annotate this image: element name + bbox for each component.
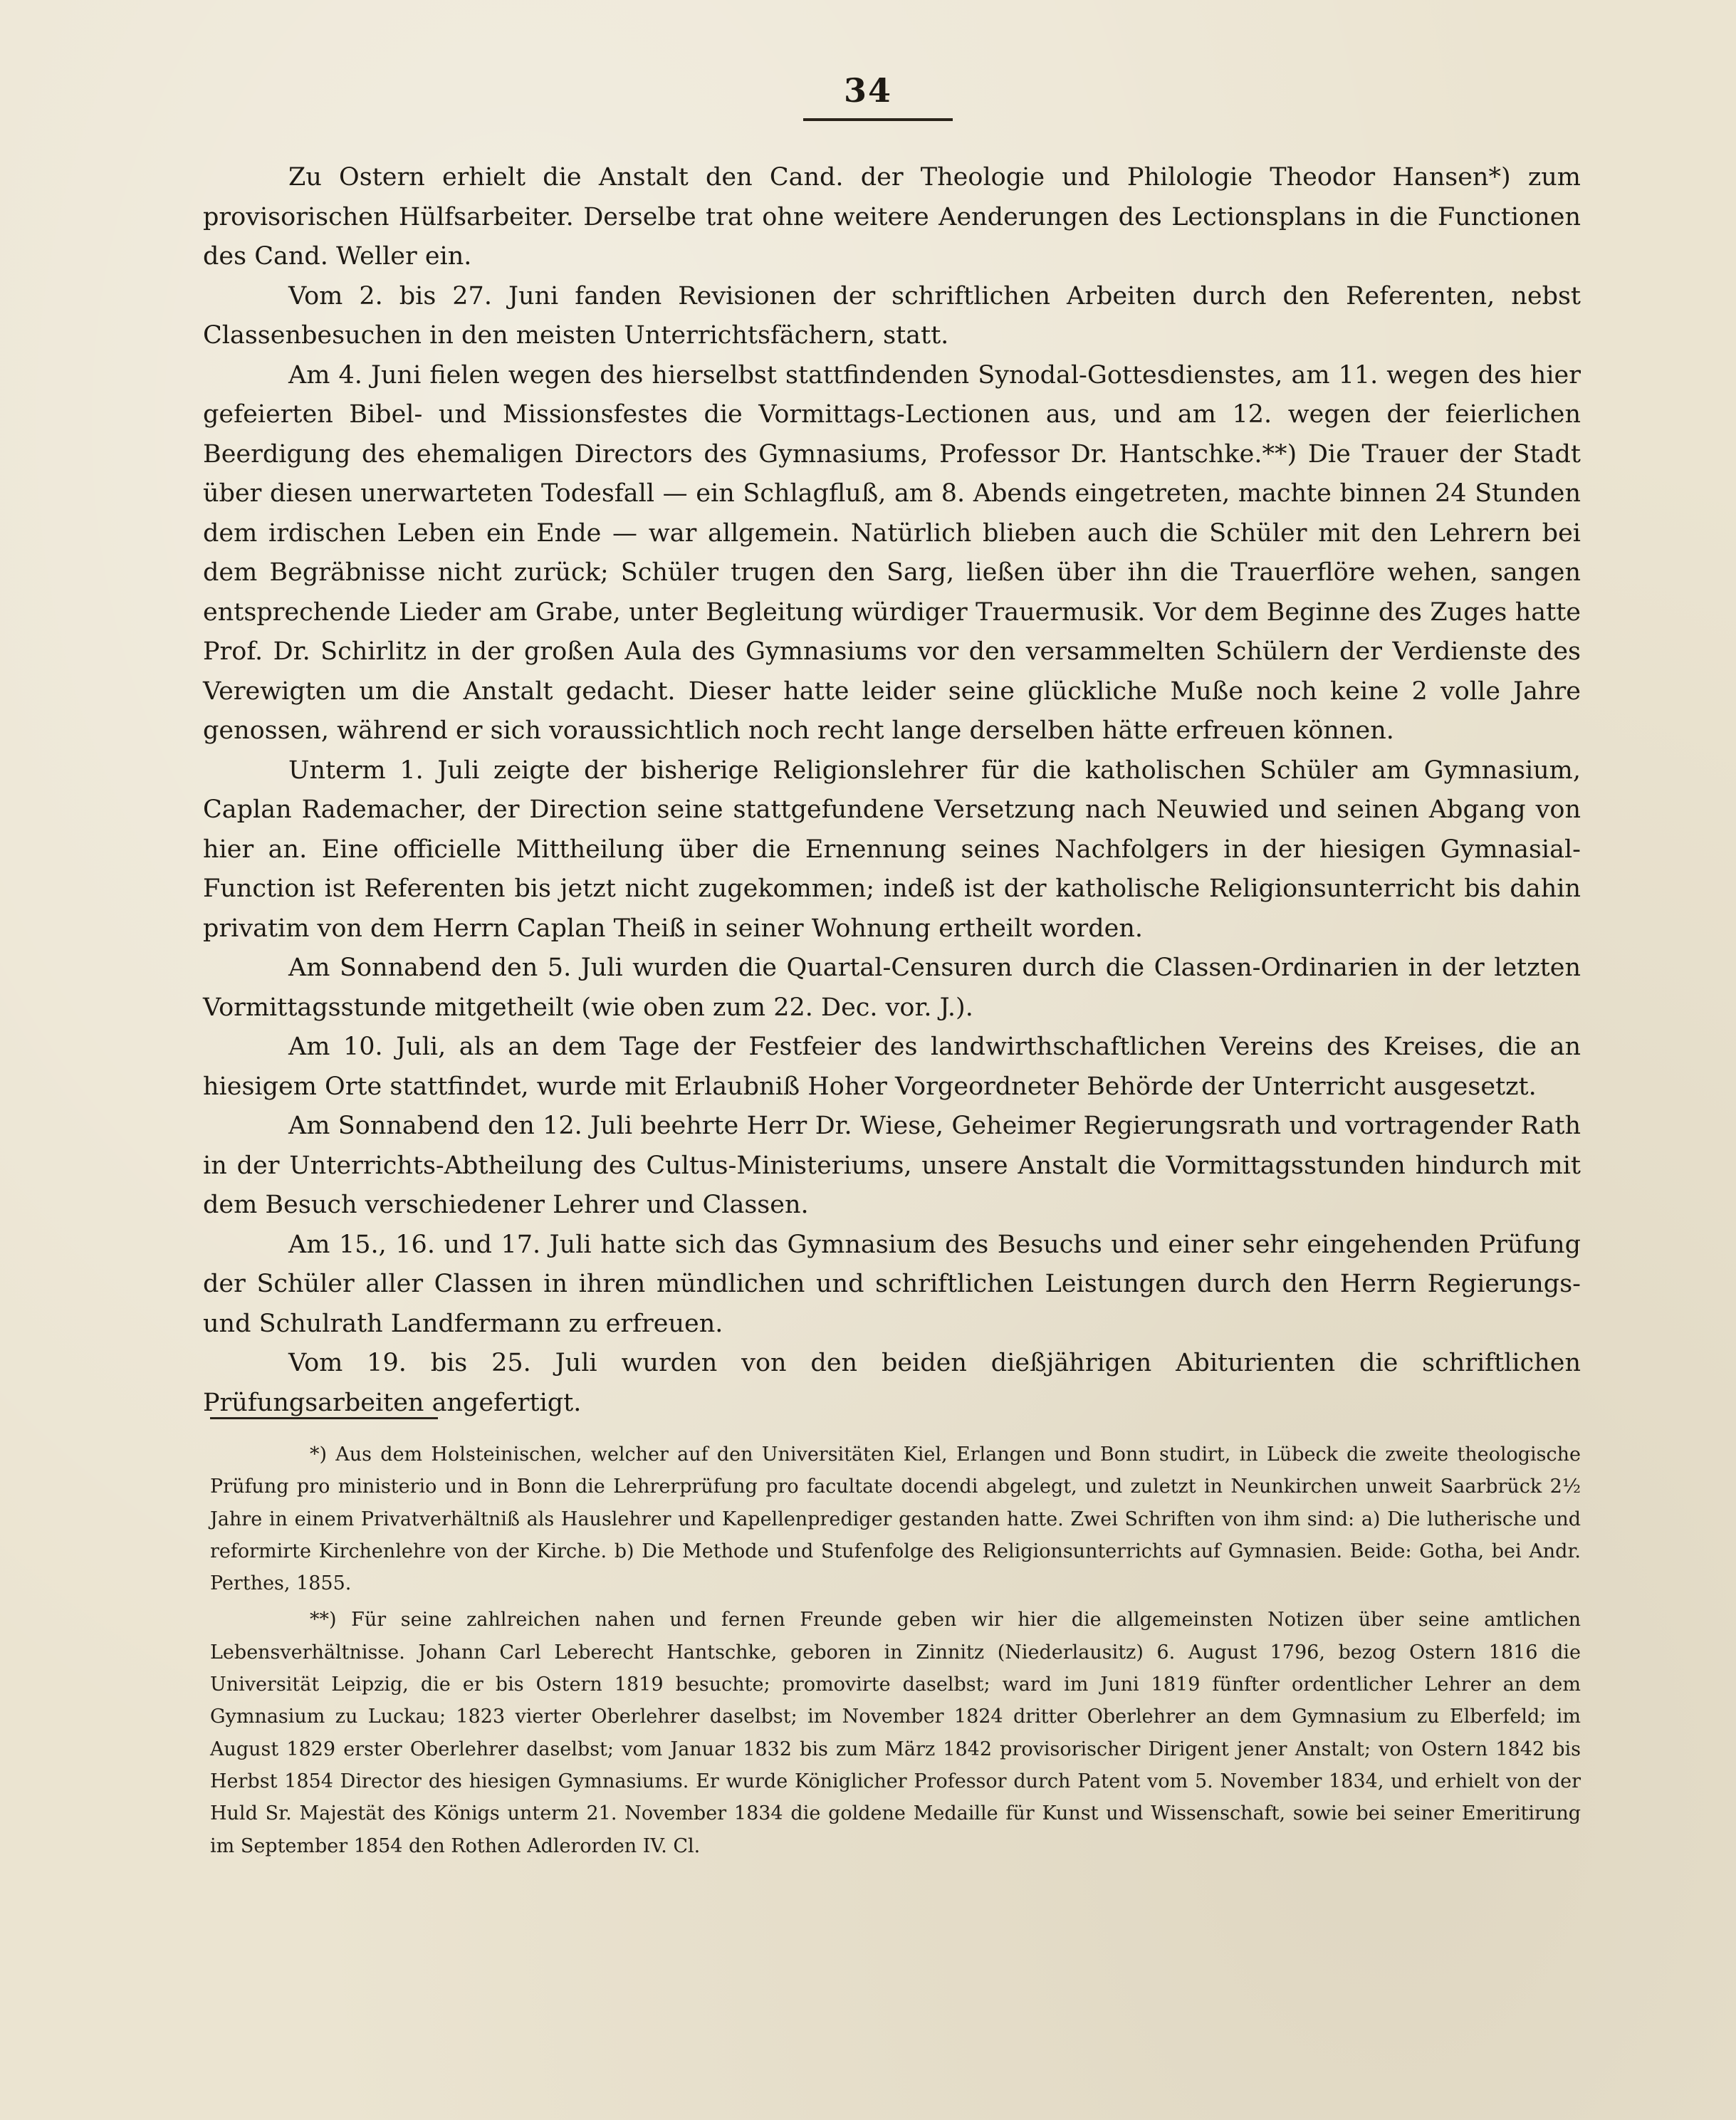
paragraph-july-religion-teacher: Unterm 1. Juli zeigte der bisherige Religionslehrer für die katholischen Schüler am Gymnasium, Caplan Rademacher, der Direction seine stattgefundene Versetzung nach Neuwied und seinen Abgang von hier an. Eine officielle Mittheilung über die Ernennung seines Nachfolgers in der hiesigen Gymnasial-Function ist Referenten bis jetzt nicht zugekommen; indeß ist der katholische Religionsunterricht bis dahin privatim von dem Herrn Caplan Theiß in seiner Wohnung ertheilt worden. — [203, 756, 1581, 943]
paragraph-july-15-examination: Am 15., 16. und 17. Juli hatte sich das Gymnasium des Besuchs und einer sehr eingehenden Prüfung der Schüler aller Classen in ihren mündlichen und schriftlichen Leistungen durch den Herrn Regierungs- und Schulrath Landfermann zu erfreuen. — [203, 1230, 1581, 1338]
footnotes — [210, 1438, 1581, 1862]
paragraph-july-10-festival: Am 10. Juli, als an dem Tage der Festfeier des landwirthschaftlichen Vereins des Kreises, die an hiesigem Orte stattfindet, wurde mit Erlaubniß Hoher Vorgeordneter Behörde der Unterricht ausgesetzt. — [203, 1033, 1581, 1101]
paragraph-july-5-censures: Am Sonnabend den 5. Juli wurden die Quartal-Censuren durch die Classen-Ordinarien in der letzten Vormittagsstunde mitgetheilt (wie oben zum 22. Dec. vor. J.). — [203, 954, 1581, 1022]
paragraph-june-mourning: Am 4. Juni fielen wegen des hierselbst stattfindenden Synodal-Gottesdienstes, am 11. wegen des hier gefeierten Bibel- und Missionsfestes die Vormittags-Lectionen aus, und am 12. wegen der feierlichen Beerdigung des ehemaligen Directors des Gymnasiums, Professor Dr. Hantschke.**) Die Trauer der Stadt über diesen unerwarteten Todesfall — ein Schlagfluß, am 8. Abends eingetreten, machte binnen 24 Stunden dem irdischen Leben ein Ende — war allgemein. Natürlich blieben auch die Schüler mit den Lehrern bei dem Begräbnisse nicht zurück; Schüler trugen den Sarg, ließen über ihn die Trauerflöre wehen, sangen entsprechende Lieder am Grabe, unter Begleitung würdiger Trauermusik. Vor dem Beginne des Zuges hatte Prof. Dr. Schirlitz in der großen Aula des Gymnasiums vor den versammelten Schülern der Verdienste des Verewigten um die Anstalt gedacht. Dieser hatte leider seine glückliche Muße noch keine 2 volle Jahre genossen, während er sich voraussichtlich noch recht lange derselben hätte erfreuen können. — [203, 360, 1581, 745]
footnote-hansen: *) Aus dem Holsteinischen, welcher auf den Universitäten Kiel, Erlangen und Bonn studirt, in Lübeck die zweite theologische Prüfung pro ministerio und in Bonn die Lehrerprüfung pro facultate docendi abgelegt, und zuletzt in Neunkirchen unweit Saarbrück 2½ Jahre in einem Privatverhältniß als Hauslehrer und Kapellenprediger gestanden hatte. Zwei Schriften von ihm sind: a) Die lutherische und reformirte Kirchenlehre von der Kirche. b) Die Methode und Stufenfolge des Religionsunterrichts auf Gymnasien. Beide: Gotha, bei Andr. Perthes, 1855. — [210, 1443, 1581, 1595]
footnote-hantschke: **) Für seine zahlreichen nahen und fernen Freunde geben wir hier die allgemeinsten Notizen über seine amtlichen Lebensverhältnisse. Johann Carl Leberecht Hantschke, geboren in Zinnitz (Niederlausitz) 6. August 1796, bezog Ostern 1816 die Universität Leipzig, die er bis Ostern 1819 besuchte; promovirte daselbst; ward im Juni 1819 fünfter ordentlicher Lehrer an dem Gymnasium zu Luckau; 1823 vierter Oberlehrer daselbst; im November 1824 dritter Oberlehrer an dem Gymnasium zu Elberfeld; im August 1829 erster Oberlehrer daselbst; vom Januar 1832 bis zum März 1842 provisorischer Dirigent jener Anstalt; von Ostern 1842 bis Herbst 1854 Director des hiesigen Gymnasiums. Er wurde Königlicher Professor durch Patent vom 5. November 1834, und erhielt von der Huld Sr. Majestät des Königs unterm 21. November 1834 die goldene Medaille für Kunst und Wissenschaft, sowie bei seiner Emeritirung im September 1854 den Rothen Adlerorden IV. Cl. — [210, 1609, 1581, 1857]
page-number-rule — [803, 118, 953, 121]
footnote-rule — [210, 1417, 438, 1419]
paragraph-june-revisions: Vom 2. bis 27. Juni fanden Revisionen der schriftlichen Arbeiten durch den Referenten, nebst Classenbesuchen in den meisten Unterrichtsfächern, statt. — [203, 281, 1581, 350]
paragraph-july-12-visit: Am Sonnabend den 12. Juli beehrte Herr Dr. Wiese, Geheimer Regierungsrath und vortragender Rath in der Unterrichts-Abtheilung des Cultus-Ministeriums, unsere Anstalt die Vormittagsstunden hindurch mit dem Besuch verschiedener Lehrer und Classen. — [203, 1112, 1581, 1219]
paragraph-easter-appointment: Zu Ostern erhielt die Anstalt den Cand. der Theologie und Philologie Theodor Hansen*) zum provisorischen Hülfsarbeiter. Derselbe trat ohne weitere Aenderungen des Lectionsplans in die Functionen des Cand. Weller ein. — [203, 163, 1581, 271]
paragraph-july-19-abitur: Vom 19. bis 25. Juli wurden von den beiden dießjährigen Abiturienten die schriftlichen Prüfungsarbeiten angefertigt. — [203, 1349, 1581, 1417]
page-number: 34 — [843, 71, 892, 110]
main-text — [203, 158, 1581, 1423]
